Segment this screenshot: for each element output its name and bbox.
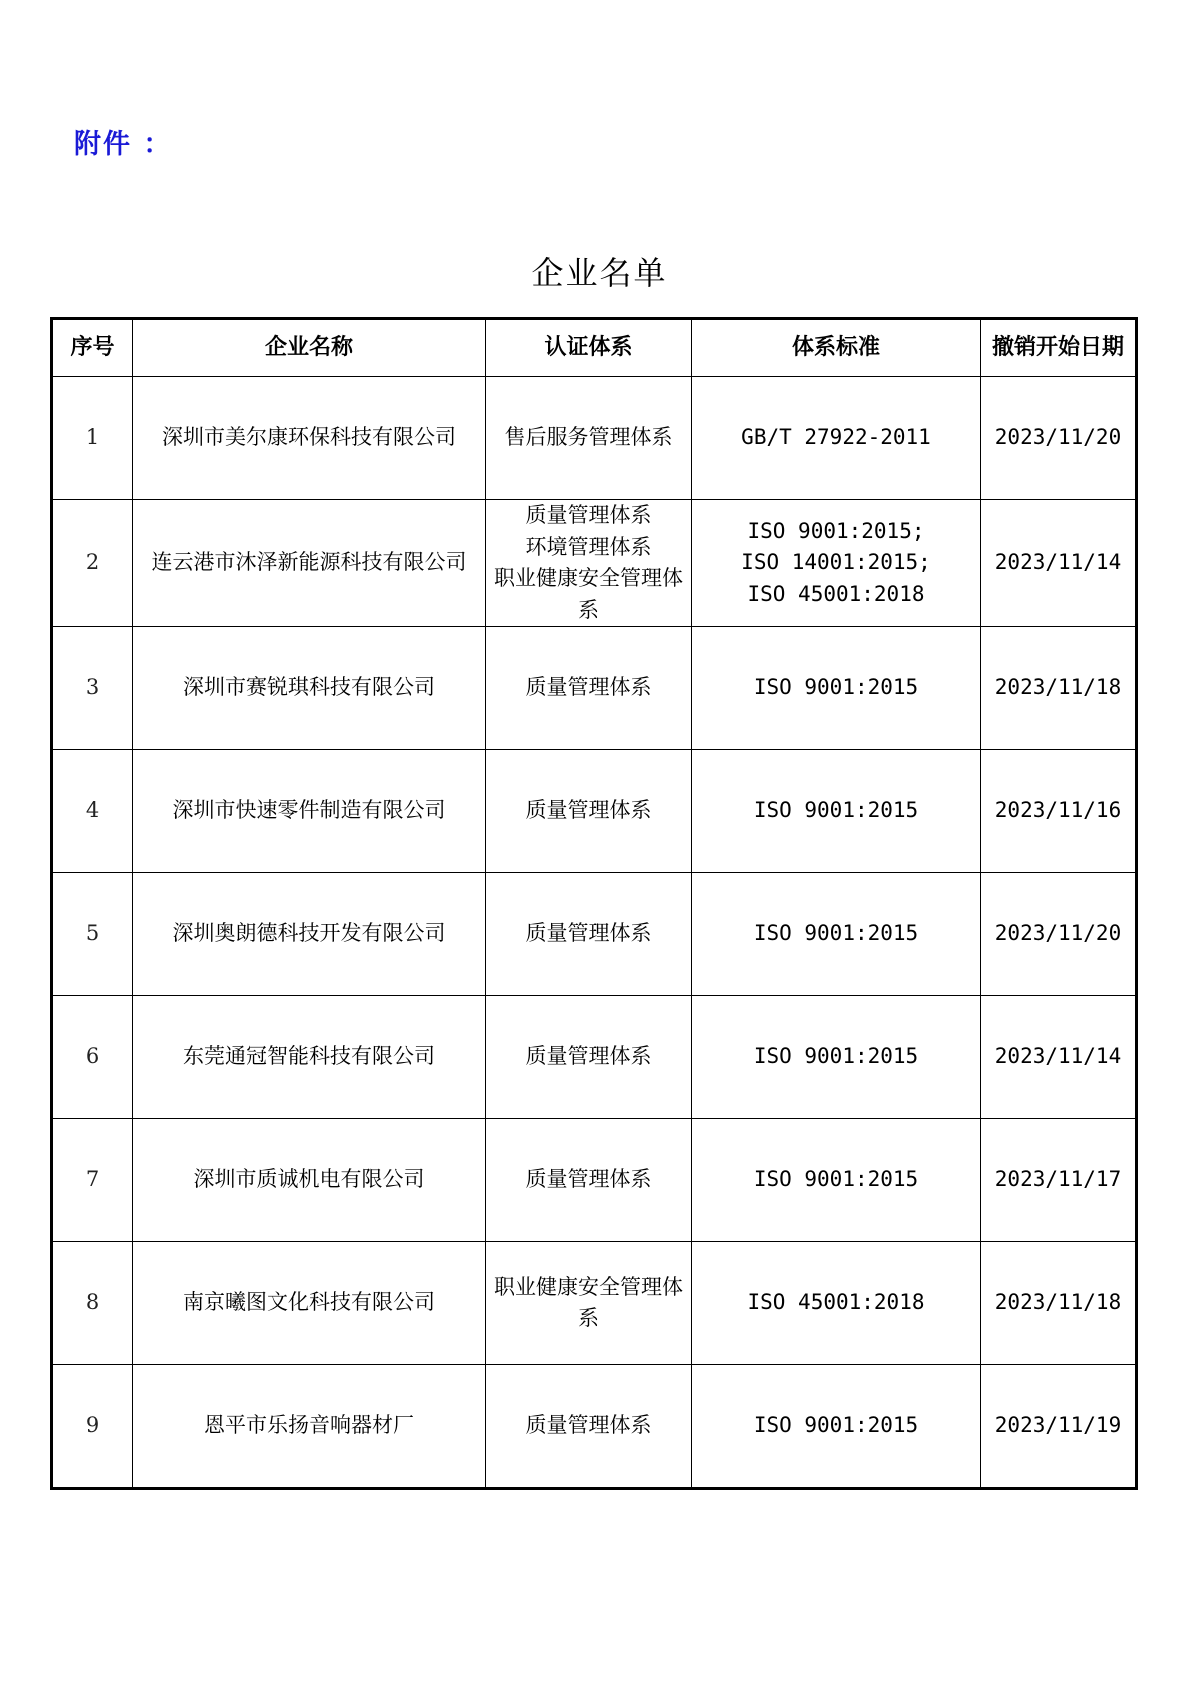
cell-cert <box>486 1365 692 1489</box>
cell-cert <box>486 1242 692 1365</box>
table-row <box>52 377 1137 500</box>
cell-date: 2023/11/14 <box>981 996 1137 1119</box>
cell-date: 2023/11/19 <box>981 1365 1137 1489</box>
header-cert: 认证体系 <box>486 319 692 377</box>
cell-std <box>692 377 981 500</box>
cell-cert-line: 质量管理体系 <box>525 503 652 527</box>
cell-cert-line: 质量管理体系 <box>525 675 652 700</box>
cell-std-line: ISO 9001:2015; <box>747 518 925 543</box>
cell-std-line: ISO 9001:2015 <box>753 1413 919 1438</box>
cell-cert-line: 质量管理体系 <box>525 1167 652 1192</box>
cell-cert <box>486 500 692 627</box>
cell-seq: 9 <box>52 1365 133 1489</box>
table-header-row <box>52 319 1137 377</box>
cell-name: 深圳市赛锐琪科技有限公司 <box>133 627 486 750</box>
cell-seq: 3 <box>52 627 133 750</box>
enterprise-table <box>50 317 1138 1490</box>
cell-name: 连云港市沐泽新能源科技有限公司 <box>133 500 486 627</box>
cell-std-line: ISO 45001:2018 <box>747 1290 925 1315</box>
table-row <box>52 1242 1137 1365</box>
cell-cert <box>486 873 692 996</box>
cell-std <box>692 500 981 627</box>
cell-std <box>692 1242 981 1365</box>
cell-cert-line: 质量管理体系 <box>525 798 652 823</box>
header-seq: 序号 <box>52 319 133 377</box>
cell-std-line: ISO 14001:2015; <box>741 550 931 575</box>
cell-cert <box>486 377 692 500</box>
cell-date: 2023/11/14 <box>981 500 1137 627</box>
cell-std-line: ISO 9001:2015 <box>753 1167 919 1192</box>
cell-date: 2023/11/18 <box>981 627 1137 750</box>
cell-name: 深圳奥朗德科技开发有限公司 <box>133 873 486 996</box>
cell-cert-line: 质量管理体系 <box>525 921 652 946</box>
cell-seq: 1 <box>52 377 133 500</box>
cell-std <box>692 627 981 750</box>
header-std: 体系标准 <box>692 319 981 377</box>
cell-std-line: ISO 9001:2015 <box>753 921 919 946</box>
table-row <box>52 750 1137 873</box>
cell-name: 深圳市美尔康环保科技有限公司 <box>133 377 486 500</box>
cell-seq: 5 <box>52 873 133 996</box>
cell-date: 2023/11/16 <box>981 750 1137 873</box>
table-row <box>52 1119 1137 1242</box>
cell-std <box>692 996 981 1119</box>
cell-std <box>692 750 981 873</box>
cell-cert <box>486 627 692 750</box>
cell-date: 2023/11/17 <box>981 1119 1137 1242</box>
cell-name: 深圳市快速零件制造有限公司 <box>133 750 486 873</box>
cell-name: 南京曦图文化科技有限公司 <box>133 1242 486 1365</box>
cell-cert-line: 职业健康安全管理体系 <box>494 566 683 622</box>
table-row <box>52 1365 1137 1489</box>
cell-std <box>692 1119 981 1242</box>
header-date: 撤销开始日期 <box>981 319 1137 377</box>
cell-name: 东莞通冠智能科技有限公司 <box>133 996 486 1119</box>
cell-std-line: ISO 9001:2015 <box>753 798 919 823</box>
cell-std-line: ISO 9001:2015 <box>753 1044 919 1069</box>
cell-cert <box>486 1119 692 1242</box>
cell-date: 2023/11/18 <box>981 1242 1137 1365</box>
page-title: 企业名单 <box>531 254 668 292</box>
cell-name: 恩平市乐扬音响器材厂 <box>133 1365 486 1489</box>
cell-seq: 4 <box>52 750 133 873</box>
cell-date: 2023/11/20 <box>981 873 1137 996</box>
cell-std <box>692 1365 981 1489</box>
cell-cert-line: 职业健康安全管理体系 <box>494 1274 683 1330</box>
cell-date: 2023/11/20 <box>981 377 1137 500</box>
table-row <box>52 500 1137 627</box>
cell-seq: 6 <box>52 996 133 1119</box>
table-row <box>52 996 1137 1119</box>
cell-std <box>692 873 981 996</box>
cell-seq: 8 <box>52 1242 133 1365</box>
cell-seq: 2 <box>52 500 133 627</box>
table-row <box>52 627 1137 750</box>
cell-cert-line: 售后服务管理体系 <box>504 425 673 450</box>
cell-cert <box>486 996 692 1119</box>
cell-cert <box>486 750 692 873</box>
attachment-label: 附件 ： <box>74 129 173 160</box>
cell-std-line: ISO 9001:2015 <box>753 675 919 700</box>
header-name: 企业名称 <box>133 319 486 377</box>
table-row <box>52 873 1137 996</box>
cell-name: 深圳市质诚机电有限公司 <box>133 1119 486 1242</box>
cell-cert-line: 环境管理体系 <box>525 534 652 559</box>
cell-std-line: ISO 45001:2018 <box>747 581 925 606</box>
cell-cert-line: 质量管理体系 <box>525 1413 652 1438</box>
cell-cert-line: 质量管理体系 <box>525 1044 652 1069</box>
cell-seq: 7 <box>52 1119 133 1242</box>
cell-std-line: GB/T 27922-2011 <box>741 425 931 450</box>
